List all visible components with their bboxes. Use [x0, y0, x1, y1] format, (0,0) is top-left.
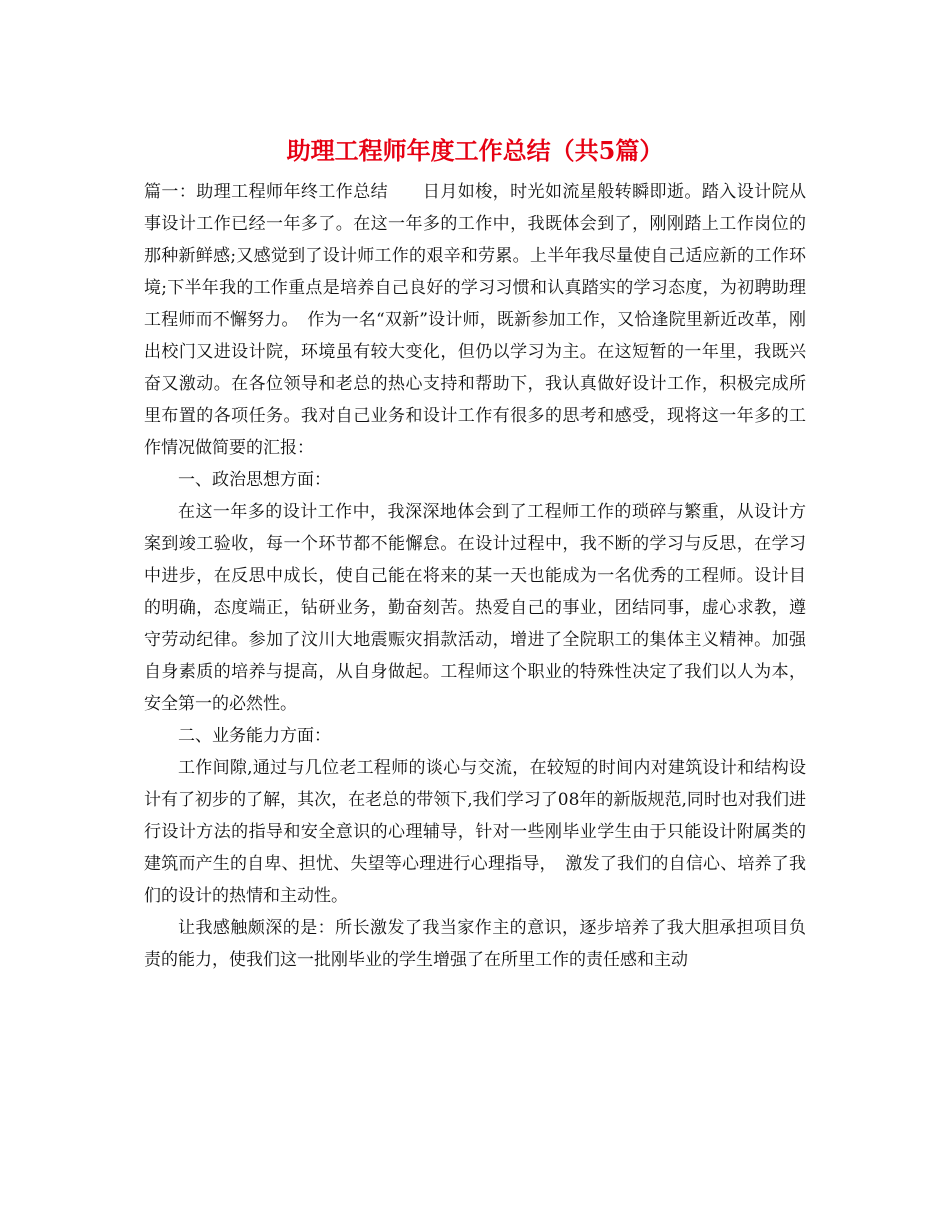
document-title: 助理工程师年度工作总结（共5篇） [286, 136, 664, 165]
paragraph-impression: 让我感触颇深的是：所长激发了我当家作主的意识，逐步培养了我大胆承担项目负责的能力，使我们这一批刚毕业的学生增强了在所里工作的责任感和主动 [144, 918, 806, 970]
paragraph-political: 在这一年多的设计工作中，我深深地体会到了工程师工作的琐碎与繁重，从设计方案到竣工验收，每一个环节都不能懈怠。在设计过程中，我不断的学习与反思，在学习中进步，在反思中成长，使自己能在将来的某一天也能成为一名优秀的工程师。设计目的明确，态度端正，钻研业务，勤奋刻苦。热爱自己的事业，团结同事，虚心求教，遵守劳动纪律。参加了汶川大地震赈灾捐款活动，增进了全院职工的集体主义精神。加强自身素质的培养与提高，从自身做起。工程师这个职业的特殊性决定了我们以人为本，安全第一的必然性。 [144, 502, 806, 714]
paragraph-business: 工作间隙,通过与几位老工程师的谈心与交流，在较短的时间内对建筑设计和结构设计有了初步的了解，其次，在老总的带领下,我们学习了08年的新版规范,同时也对我们进行设计方法的指导和安全意识的心理辅导，针对一些刚毕业学生由于只能设计附属类的建筑而产生的自卑、担忧、失望等心理进行心理指导， 激发了我们的自信心、培养了我们的设计的热情和主动性。 [144, 758, 806, 906]
section-heading-political: 一、政治思想方面： [178, 470, 331, 490]
paragraph-intro: 篇一：助理工程师年终工作总结 日月如梭，时光如流星般转瞬即逝。踏入设计院从事设计工作已经一年多了。在这一年多的工作中，我既体会到了，刚刚踏上工作岗位的那种新鲜感;又感觉到了设计师工作的艰辛和劳累。上半年我尽量使自己适应新的工作环境;下半年我的工作重点是培养自己良好的学习习惯和认真踏实的学习态度，为初聘助理工程师而不懈努力。 作为一名“双新”设计师，既新参加工作，又恰逢院里新近改革，刚出校门又进设计院，环境虽有较大变化，但仍以学习为主。在这短暂的一年里，我既兴奋又激动。在各位领导和老总的热心支持和帮助下，我认真做好设计工作，积极完成所里布置的各项任务。我对自己业务和设计工作有很多的思考和感受，现将这一年多的工作情况做简要的汇报： [144, 182, 806, 458]
document-body [144, 176, 806, 976]
section-heading-business: 二、业务能力方面： [178, 726, 331, 746]
